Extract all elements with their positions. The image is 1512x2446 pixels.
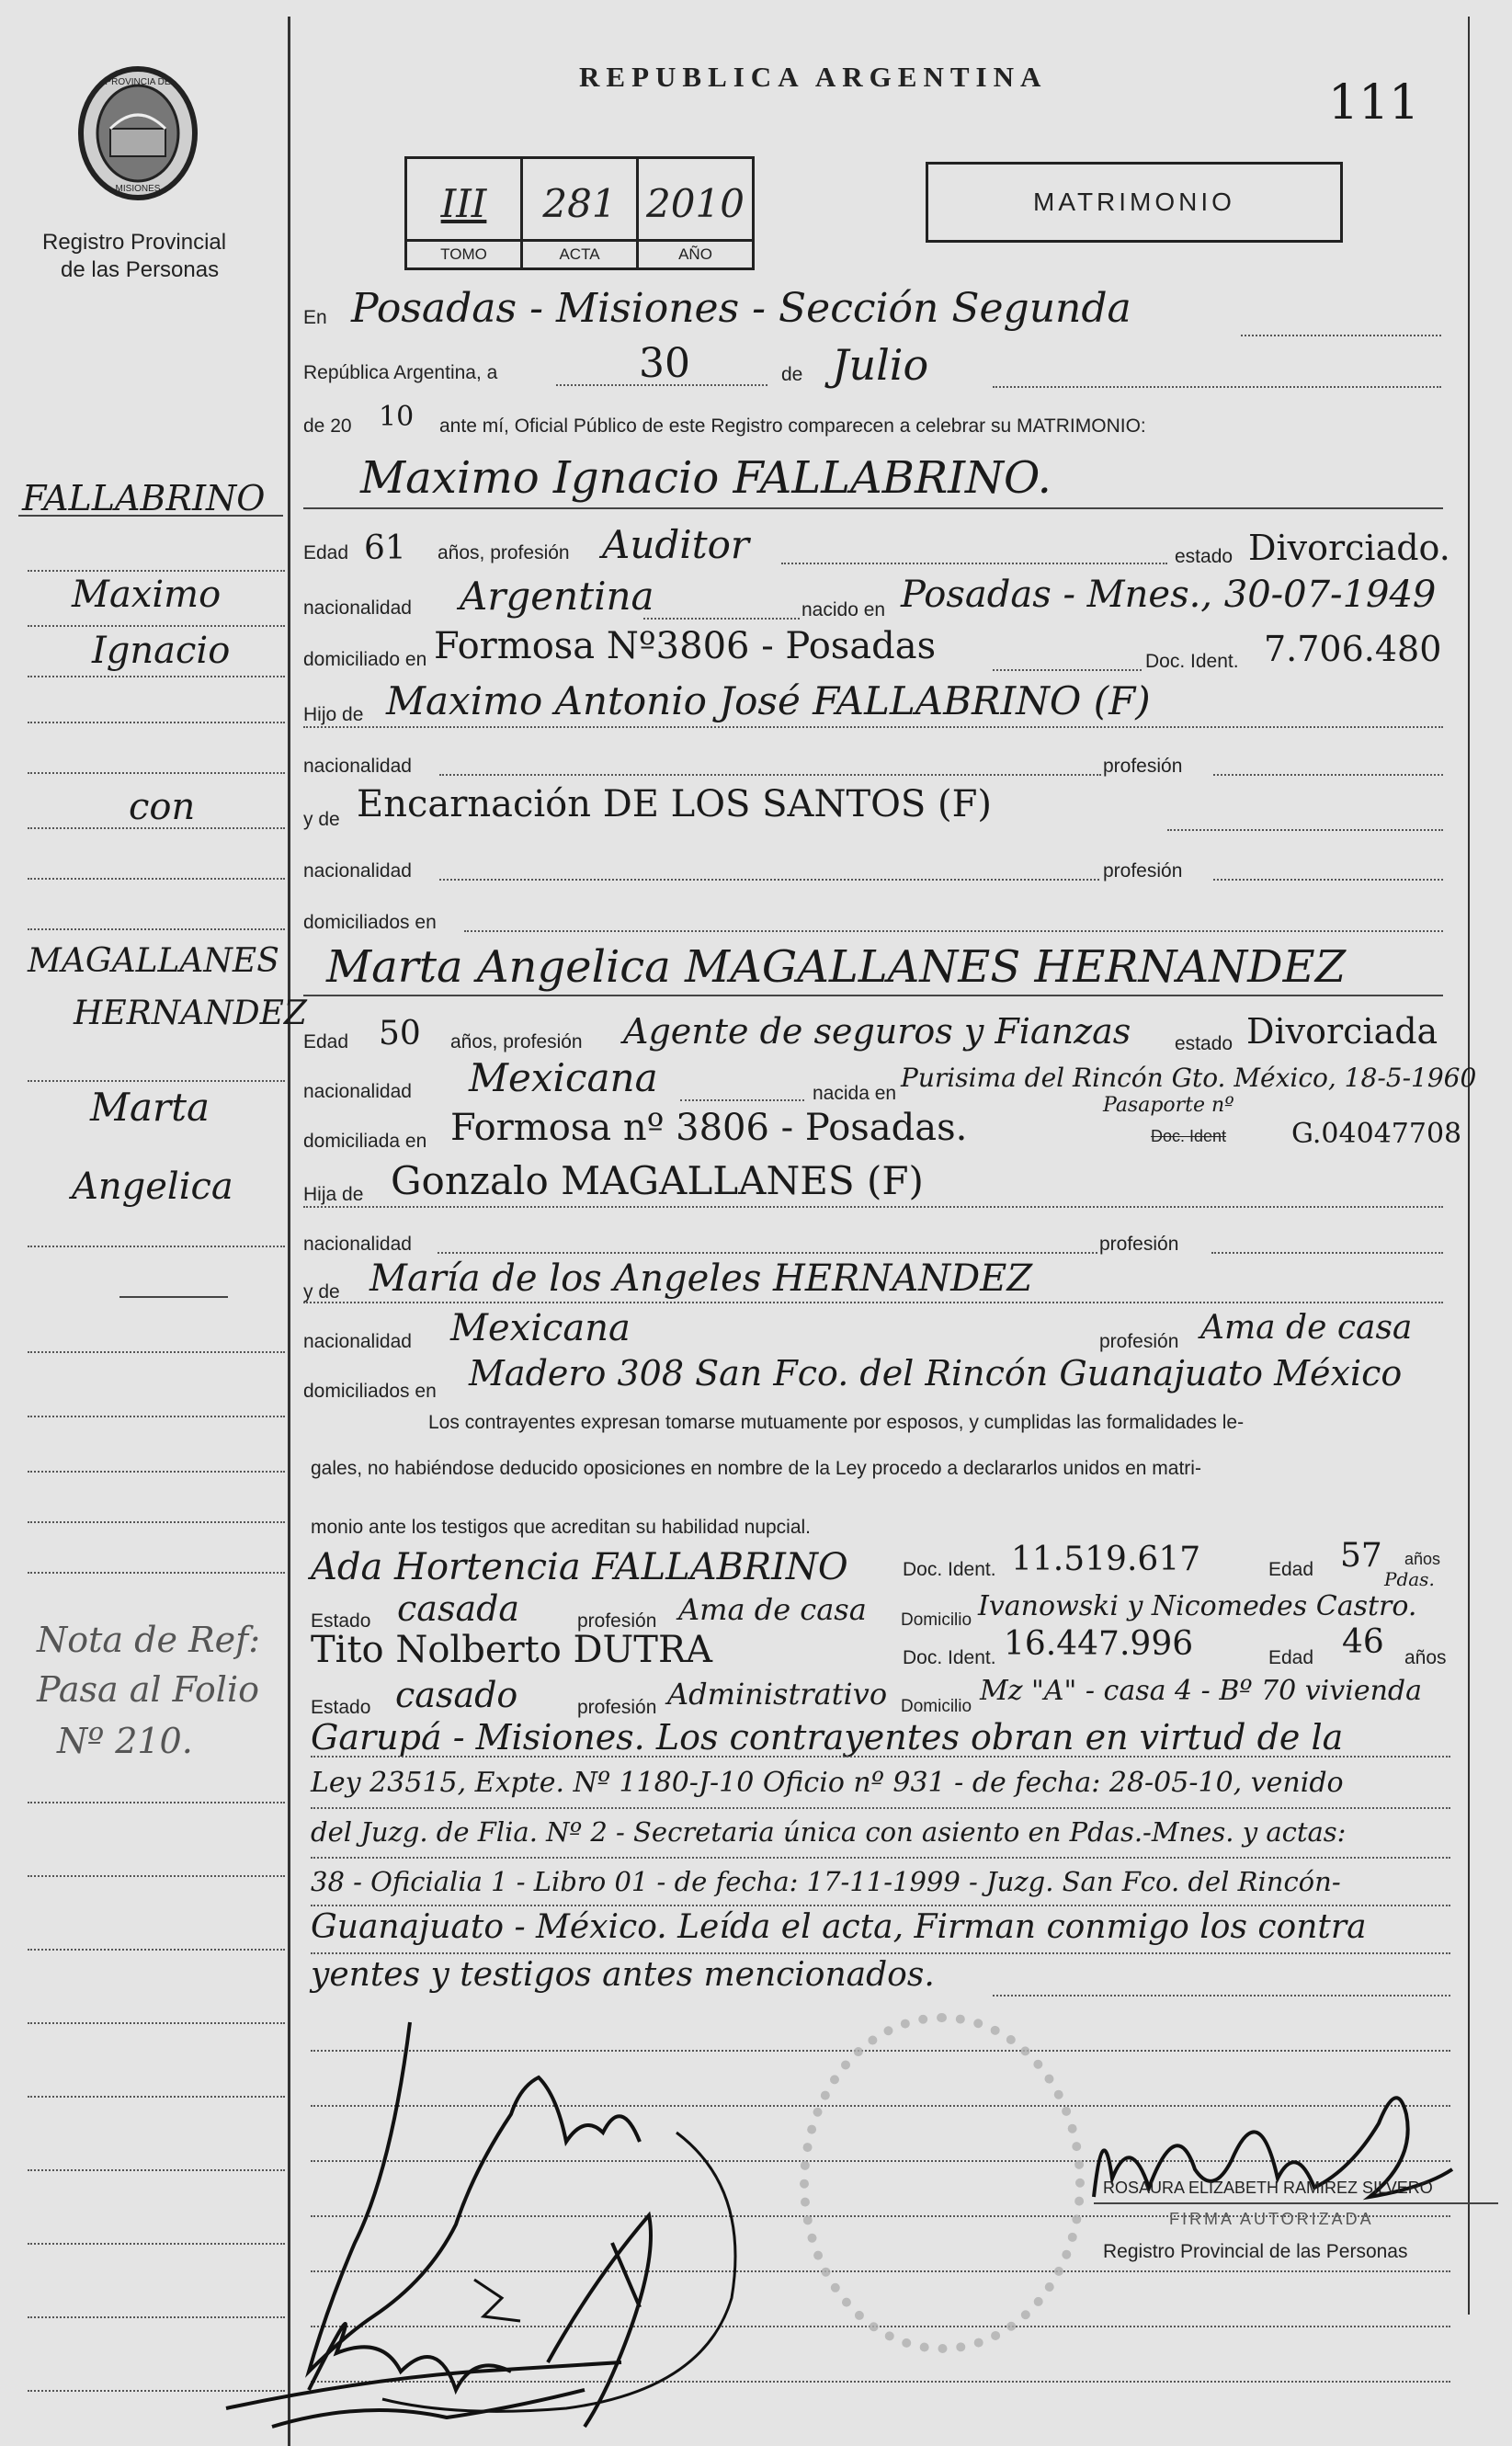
signature-witness: [217, 2326, 640, 2436]
statement: ante mí, Oficial Público de este Registro comparecen a celebrar su MATRIMONIO:: [439, 415, 1146, 437]
bride-profession: Agente de seguros y Fianzas: [623, 1011, 1131, 1052]
dotted-line: [311, 1952, 1450, 1954]
groom-mother: Encarnación DE LOS SANTOS (F): [357, 783, 992, 825]
groom-hijo-label: Hijo de: [303, 704, 364, 725]
bride-hija-label: Hija de: [303, 1184, 364, 1205]
dotted-line: [311, 1756, 1450, 1758]
witness2-prof-label: profesión: [577, 1697, 657, 1718]
groom-father-prof-label: profesión: [1103, 756, 1183, 777]
groom-mother-nac-label: nacionalidad: [303, 860, 412, 882]
dotted-line: [680, 1099, 804, 1101]
bride-nacida-label: nacida en: [813, 1083, 897, 1104]
bride-yde-label: y de: [303, 1281, 340, 1303]
margin-dotted-line: [28, 2096, 285, 2098]
margin-dotted-line: [28, 625, 285, 627]
bride-estado-label: estado: [1175, 1033, 1233, 1054]
bride-doc: G.04047708: [1291, 1118, 1462, 1150]
margin-dotted-line: [28, 878, 285, 880]
tomo-label: TOMO: [407, 239, 520, 267]
official-title: FIRMA AUTORIZADA: [1169, 2210, 1374, 2228]
groom-marital-status: Divorciado.: [1248, 528, 1450, 568]
page-number: 111: [1328, 75, 1420, 131]
bride-father: Gonzalo MAGALLANES (F): [391, 1158, 924, 1203]
margin-note2: Pasa al Folio: [37, 1669, 259, 1710]
groom-anos-profesion-label: años, profesión: [438, 542, 570, 563]
dotted-line: [303, 1302, 1443, 1303]
margin-dotted-line: [28, 1471, 285, 1473]
margin-note1: Nota de Ref:: [37, 1620, 260, 1660]
dotted-line: [439, 774, 1101, 776]
bride-edad-label: Edad: [303, 1031, 349, 1052]
bride-mother: María de los Angeles HERNANDEZ: [369, 1257, 1033, 1300]
notes-line5: Guanajuato - México. Leída el acta, Firman conmigo los contra: [311, 1908, 1367, 1946]
bride-domiciliados-label: domiciliados en: [303, 1381, 437, 1402]
witness2-address: Mz "A" - casa 4 - Bº 70 vivienda: [980, 1675, 1422, 1707]
groom-doc-label: Doc. Ident.: [1145, 651, 1239, 672]
dotted-line: [993, 1995, 1450, 1997]
year-suffix: 10: [379, 401, 415, 433]
witness2-estado-label: Estado: [311, 1697, 371, 1718]
dotted-line: [1213, 774, 1443, 776]
bride-domiciliada-label: domiciliada en: [303, 1131, 427, 1152]
bride-age: 50: [379, 1015, 421, 1052]
bride-anos-profesion-label: años, profesión: [450, 1031, 583, 1052]
margin-groom-surname: FALLABRINO: [22, 478, 266, 518]
bride-mother-nac-label: nacionalidad: [303, 1331, 412, 1352]
groom-domiciliado-label: domiciliado en: [303, 649, 427, 670]
witness2-profession: Administrativo: [667, 1677, 888, 1712]
notes-line6: yentes y testigos antes mencionados.: [311, 1956, 935, 1994]
margin-bride-first2: Angelica: [72, 1166, 233, 1208]
margin-dotted-line: [28, 928, 285, 930]
witness2-name: Tito Nolberto DUTRA: [311, 1629, 712, 1671]
bride-doc-label-struck: Doc. Ident: [1151, 1127, 1227, 1145]
provincial-seal-icon: [74, 64, 202, 202]
groom-father: Maximo Antonio José FALLABRINO (F): [386, 678, 1151, 723]
dotted-line: [311, 1905, 1450, 1906]
witness1-status: casada: [397, 1588, 520, 1629]
dotted-line: [643, 618, 800, 620]
dotted-line: [1211, 1252, 1443, 1254]
record-number-boxes: [404, 156, 755, 270]
de-label: de: [781, 364, 803, 385]
margin-dotted-line: [28, 722, 285, 723]
groom-full-name: Maximo Ignacio FALLABRINO.: [360, 452, 1052, 504]
ano-cell: [639, 159, 752, 267]
bride-father-nac-label: nacionalidad: [303, 1234, 412, 1255]
groom-doc: 7.706.480: [1264, 629, 1442, 669]
republica-label: República Argentina, a: [303, 362, 498, 383]
witness2-status: casado: [395, 1675, 518, 1715]
dotted-line: [439, 879, 1099, 881]
right-border: [1468, 17, 1470, 2315]
margin-bride-first1: Marta: [90, 1085, 210, 1130]
groom-yde-label: y de: [303, 809, 340, 830]
dotted-line: [1167, 829, 1443, 831]
ano-value: 2010: [646, 181, 745, 226]
margin-dotted-line: [28, 1875, 285, 1877]
dotted-line: [438, 1252, 1097, 1254]
dotted-line: [993, 386, 1441, 388]
official-name: ROSAURA ELIZABETH RAMIREZ SILVERO: [1103, 2179, 1433, 2197]
groom-father-nac-label: nacionalidad: [303, 756, 412, 777]
margin-dotted-line: [28, 1802, 285, 1803]
witness1-estado-label: Estado: [311, 1610, 371, 1632]
margin-dotted-line: [28, 1949, 285, 1951]
witness2-anos-label: años: [1404, 1647, 1447, 1668]
tomo-cell: [407, 159, 523, 267]
groom-domiciliados-label: domiciliados en: [303, 912, 437, 933]
dotted-line: [1241, 335, 1441, 336]
margin-groom-first1: Maximo: [72, 574, 222, 616]
margin-dotted-line: [28, 2243, 285, 2245]
en-label: En: [303, 307, 327, 328]
dotted-line: [781, 563, 1167, 564]
witness1-prof-label: profesión: [577, 1610, 657, 1632]
official-signature-line: [1094, 2202, 1498, 2204]
dotted-line: [303, 1206, 1443, 1208]
ano-label: AÑO: [639, 239, 752, 267]
witness2-doc: 16.447.996: [1004, 1625, 1194, 1663]
bride-nacionalidad-label: nacionalidad: [303, 1081, 412, 1102]
tomo-value: III: [440, 181, 487, 226]
groom-nationality: Argentina: [460, 574, 654, 619]
witness1-profession: Ama de casa: [678, 1592, 867, 1627]
margin-dotted-line: [28, 1080, 285, 1082]
witness2-dom-label: Domicilio: [901, 1697, 972, 1716]
witness2-age: 46: [1342, 1623, 1384, 1661]
acta-cell: [523, 159, 639, 267]
margin-note3: Nº 210.: [57, 1721, 193, 1761]
witness1-doc: 11.519.617: [1011, 1541, 1201, 1578]
margin-dotted-line: [28, 2316, 285, 2318]
witness2-edad-label: Edad: [1268, 1647, 1314, 1668]
country-title: REPUBLICA ARGENTINA: [579, 61, 1048, 93]
witness1-name: Ada Hortencia FALLABRINO: [311, 1546, 848, 1588]
bride-address: Formosa nº 3806 - Posadas.: [450, 1107, 968, 1149]
witness1-posadas: Pdas.: [1384, 1568, 1435, 1590]
registry-name-line1: Registro Provincial: [42, 230, 227, 255]
margin-dotted-line: [28, 1521, 285, 1523]
witness1-anos-label: años: [1404, 1550, 1441, 1568]
bride-parents-address: Madero 308 San Fco. del Rincón Guanajuato México: [469, 1353, 1403, 1394]
seal-text-top: PROVINCIA DE: [105, 77, 171, 87]
seal-text-bottom: MISIONES: [115, 184, 161, 194]
margin-dotted-line: [28, 570, 285, 572]
name-underline: [303, 507, 1443, 509]
witness1-edad-label: Edad: [1268, 1559, 1314, 1580]
day: 30: [639, 340, 690, 387]
bride-father-prof-label: profesión: [1099, 1234, 1179, 1255]
margin-dotted-line: [28, 2022, 285, 2024]
margin-dotted-line: [28, 827, 285, 829]
declaration-line2: gales, no habiéndose deducido oposiciones en nombre de la Ley procedo a declararlos unidos en matri-: [311, 1458, 1201, 1479]
notes-line2: Ley 23515, Expte. Nº 1180-J-10 Oficio nº 931 - de fecha: 28-05-10, venido: [311, 1767, 1344, 1799]
groom-nacionalidad-label: nacionalidad: [303, 597, 412, 619]
document-type-box: MATRIMONIO: [926, 162, 1343, 243]
name-underline: [303, 995, 1443, 996]
acta-value: 281: [542, 181, 617, 226]
margin-bride-surname2: HERNANDEZ: [74, 995, 307, 1032]
witness1-age: 57: [1340, 1537, 1382, 1575]
bride-passport-label: Pasaporte nº: [1103, 1094, 1234, 1117]
groom-mother-prof-label: profesión: [1103, 860, 1183, 882]
official-registry: Registro Provincial de las Personas: [1103, 2241, 1408, 2262]
margin-dotted-line: [28, 1416, 285, 1417]
declaration-line1: Los contrayentes expresan tomarse mutuamente por esposos, y cumplidas las formalidades le-: [428, 1412, 1245, 1433]
place: Posadas - Misiones - Sección Segunda: [351, 285, 1131, 332]
witness2-doc-label: Doc. Ident.: [903, 1647, 996, 1668]
signature-official: [1075, 2059, 1471, 2224]
margin-con: con: [129, 786, 196, 828]
dotted-line: [311, 1857, 1450, 1859]
acta-label: ACTA: [523, 239, 636, 267]
bride-mother-prof-label: profesión: [1099, 1331, 1179, 1352]
notes-line3: del Juzg. de Flia. Nº 2 - Secretaria única con asiento en Pdas.-Mnes. y actas:: [311, 1816, 1347, 1848]
year-prefix: de 20: [303, 415, 352, 437]
dotted-line: [311, 1807, 1450, 1809]
dotted-line: [464, 930, 1443, 932]
bride-marital-status: Divorciada: [1246, 1011, 1438, 1052]
groom-nacido-label: nacido en: [801, 599, 886, 620]
margin-bride-surname1: MAGALLANES: [28, 942, 279, 980]
margin-dotted-line: [28, 1572, 285, 1574]
margin-line: [18, 515, 283, 517]
bride-birth: Purisima del Rincón Gto. México, 18-5-1960: [901, 1063, 1477, 1093]
registry-name-line2: de las Personas: [61, 257, 220, 282]
margin-groom-first2: Ignacio: [92, 630, 231, 672]
bride-mother-nationality: Mexicana: [450, 1307, 631, 1349]
witness1-address: Ivanowski y Nicomedes Castro.: [978, 1590, 1417, 1622]
notes-line4: 38 - Oficialia 1 - Libro 01 - de fecha: 17-11-1999 - Juzg. San Fco. del Rincón-: [311, 1866, 1341, 1897]
dotted-line: [1213, 879, 1443, 881]
declaration-line3: monio ante los testigos que acreditan su habilidad nupcial.: [311, 1517, 812, 1538]
groom-age: 61: [364, 529, 406, 567]
month: Julio: [832, 340, 929, 390]
margin-dotted-line: [28, 676, 285, 677]
witness1-dom-label: Domicilio: [901, 1610, 972, 1630]
notes-line1: Garupá - Misiones. Los contrayentes obran en virtud de la: [311, 1717, 1344, 1758]
bride-mother-profession: Ama de casa: [1200, 1309, 1413, 1347]
bride-full-name: Marta Angelica MAGALLANES HERNANDEZ: [326, 941, 1347, 993]
margin-dotted-line: [28, 1246, 285, 1247]
margin-dotted-line: [28, 2169, 285, 2171]
groom-birth: Posadas - Mnes., 30-07-1949: [901, 574, 1437, 616]
bride-nationality: Mexicana: [469, 1055, 658, 1100]
groom-edad-label: Edad: [303, 542, 349, 563]
dotted-line: [993, 669, 1142, 671]
groom-address: Formosa Nº3806 - Posadas: [434, 625, 937, 667]
margin-dotted-line: [28, 772, 285, 774]
witness1-doc-label: Doc. Ident.: [903, 1559, 996, 1580]
dotted-line: [303, 726, 1443, 728]
groom-profession: Auditor: [602, 522, 749, 567]
margin-dotted-line: [28, 1351, 285, 1353]
margin-short-rule: [119, 1296, 228, 1298]
groom-estado-label: estado: [1175, 546, 1233, 567]
